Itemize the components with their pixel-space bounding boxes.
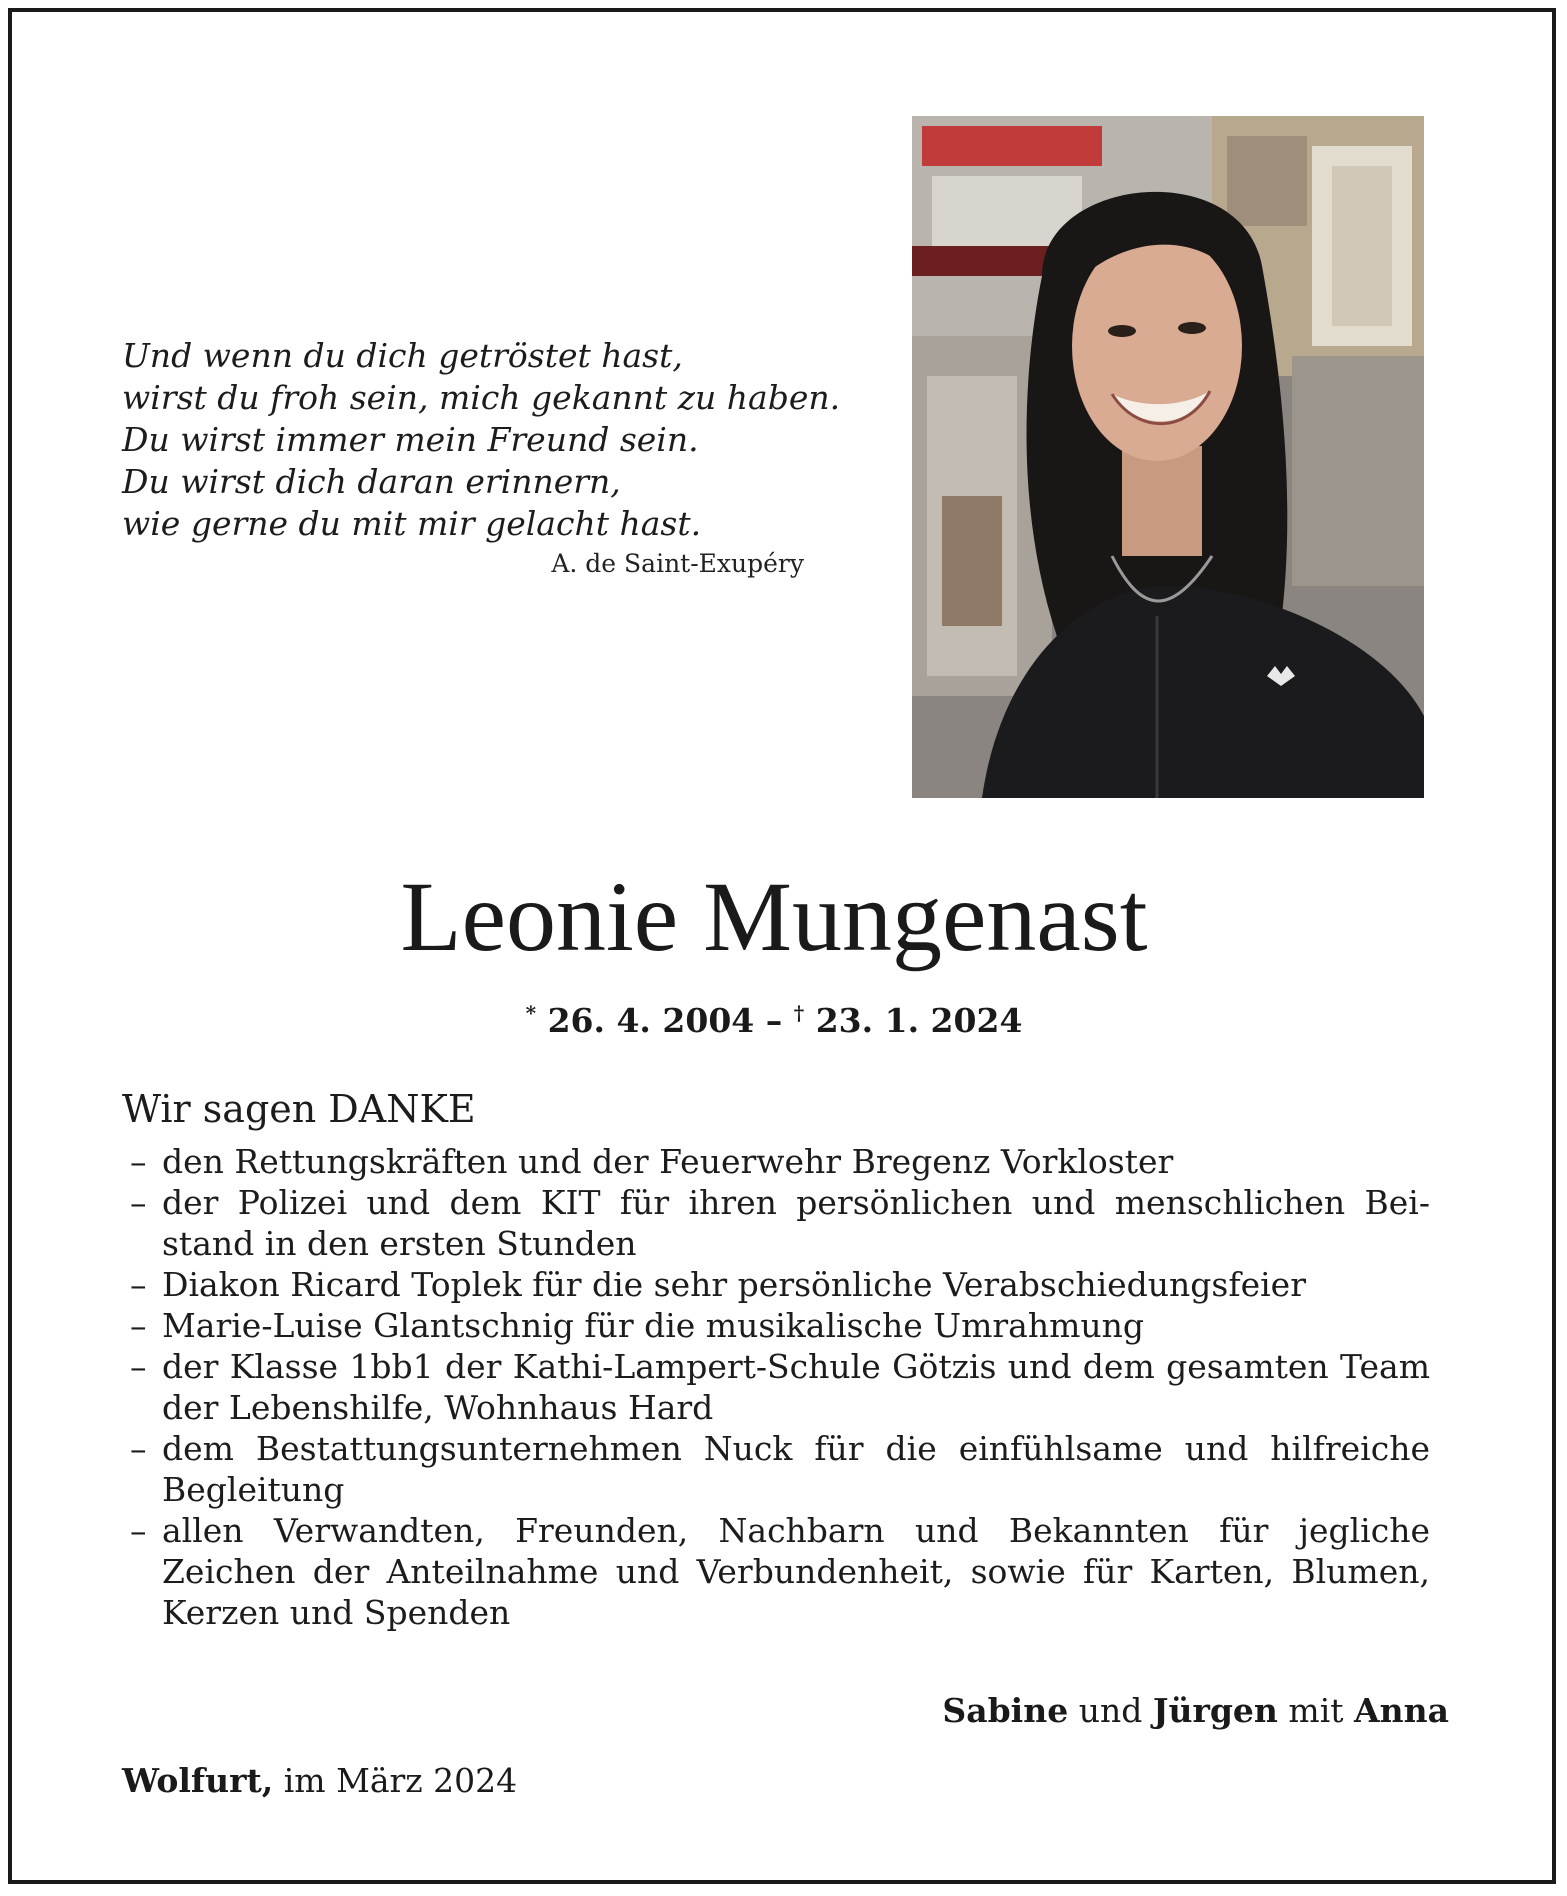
- quote-line: wirst du froh sein, mich gekannt zu haben.: [122, 378, 841, 417]
- list-item: [122, 1182, 1430, 1264]
- signature-conjunction: und: [1078, 1691, 1143, 1730]
- signature: [942, 1690, 1449, 1732]
- life-dates: [0, 993, 1548, 1041]
- list-item: [122, 1510, 1430, 1633]
- quote-line: Und wenn du dich getröstet hast,: [122, 336, 683, 375]
- signer-name: Anna: [1354, 1691, 1449, 1730]
- thanks-section: [122, 1085, 1430, 1633]
- list-item-text: allen Verwandten, Freunden, Nachbarn und Bekannten für jegliche Zeichen der Anteilnahme und Verbundenheit, sowie für Karten, Blumen, Kerzen und Spenden: [162, 1511, 1430, 1632]
- list-item-text: Marie-Luise Glantschnig für die musikalische Umrahmung: [162, 1306, 1145, 1345]
- birth-date: 26. 4. 2004: [547, 1001, 755, 1040]
- thanks-list: [122, 1141, 1430, 1633]
- place-town: Wolfurt,: [122, 1761, 274, 1800]
- place-and-date: [122, 1760, 517, 1802]
- bullet-dash: –: [130, 1429, 147, 1468]
- quote-line: wie gerne du mit mir gelacht hast.: [122, 504, 702, 543]
- death-symbol: †: [793, 1001, 805, 1025]
- place-date: im März 2024: [283, 1761, 518, 1800]
- bullet-dash: –: [130, 1347, 147, 1386]
- bullet-dash: –: [130, 1183, 147, 1222]
- list-item-text: den Rettungskräften und der Feuerwehr Bregenz Vorkloster: [162, 1142, 1174, 1181]
- date-separator: –: [765, 1001, 783, 1040]
- list-item: [122, 1346, 1430, 1428]
- quote-line: Du wirst dich daran erinnern,: [122, 462, 621, 501]
- bullet-dash: –: [130, 1511, 147, 1550]
- signer-name: Sabine: [942, 1691, 1069, 1730]
- birth-symbol: *: [525, 1001, 537, 1025]
- list-item: [122, 1141, 1430, 1182]
- bullet-dash: –: [130, 1265, 147, 1304]
- list-item: [122, 1264, 1430, 1305]
- quote-line: Du wirst immer mein Freund sein.: [122, 420, 699, 459]
- list-item: [122, 1305, 1430, 1346]
- list-item-text: Diakon Ricard Toplek für die sehr persönliche Verabschiedungsfeier: [162, 1265, 1306, 1304]
- memorial-quote: [122, 335, 841, 581]
- quote-author: A. de Saint-Exupéry: [551, 549, 804, 578]
- list-item-text: der Polizei und dem KIT für ihren persönlichen und menschlichen Bei-stand in den ersten Stunden: [162, 1183, 1430, 1263]
- signature-conjunction: mit: [1288, 1691, 1344, 1730]
- list-item-text: dem Bestattungsunternehmen Nuck für die einfühlsame und hilfreiche Begleitung: [162, 1429, 1430, 1509]
- deceased-name: Leonie Mungenast: [400, 861, 1148, 972]
- list-item: [122, 1428, 1430, 1510]
- bullet-dash: –: [130, 1306, 147, 1345]
- thanks-heading: Wir sagen DANKE: [122, 1087, 476, 1131]
- portrait-illustration: [912, 116, 1424, 798]
- death-date: 23. 1. 2024: [815, 1001, 1023, 1040]
- bullet-dash: –: [130, 1142, 147, 1181]
- list-item-text: der Klasse 1bb1 der Kathi-Lampert-Schule Götzis und dem gesamten Team der Lebenshilfe, Wohnhaus Hard: [162, 1347, 1430, 1427]
- signer-name: Jürgen: [1152, 1691, 1278, 1730]
- portrait-photo: [912, 116, 1424, 798]
